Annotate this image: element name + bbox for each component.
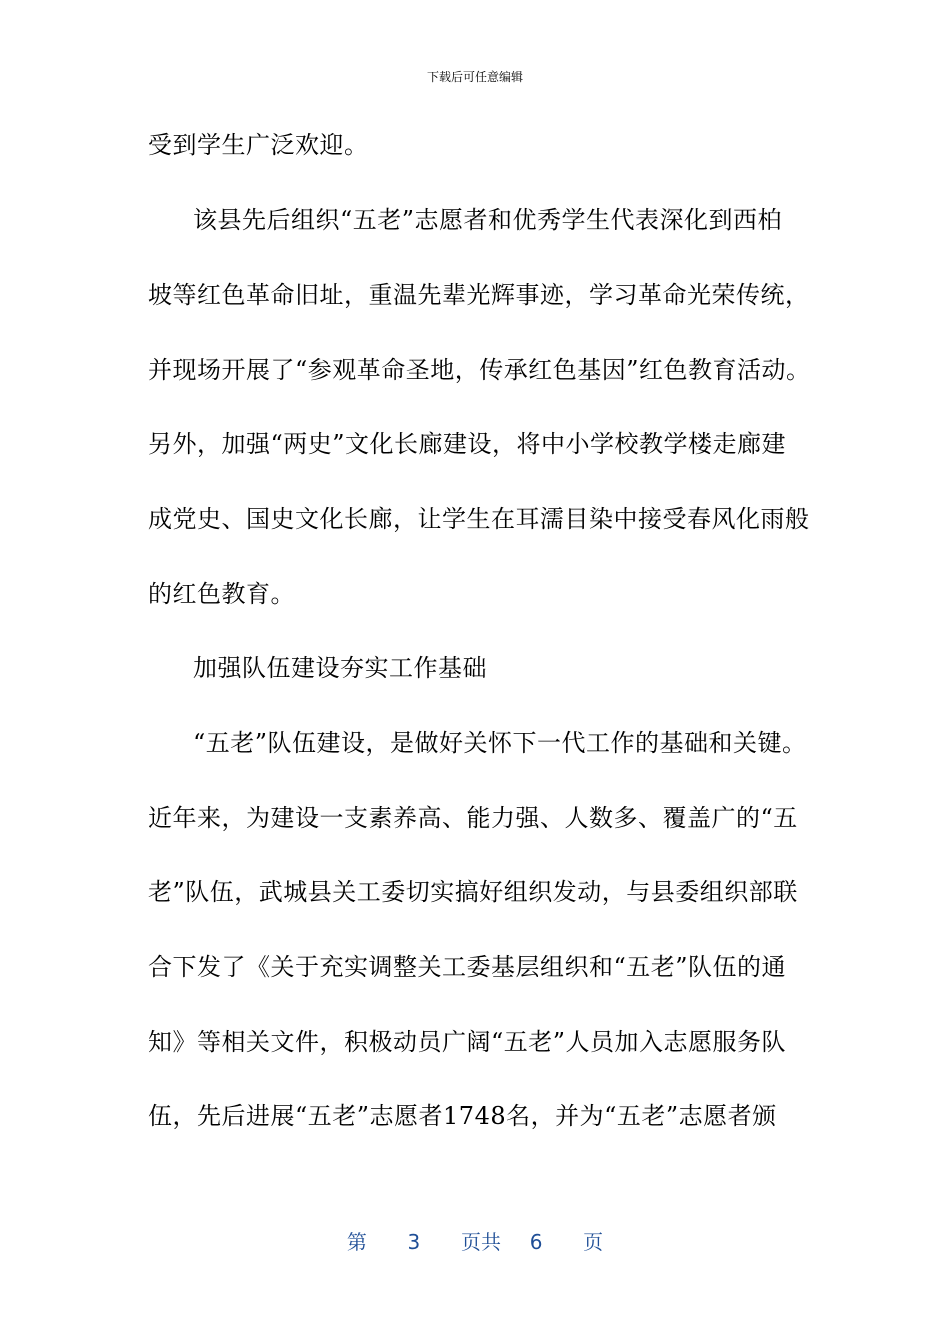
body-line: 伍，先后进展“五老”志愿者1748名，并为“五老”志愿者颁 — [148, 1102, 777, 1130]
body-line: 成党史、国史文化长廊，让学生在耳濡目染中接受春风化雨般 — [148, 505, 810, 533]
body-line: 合下发了《关于充实调整关工委基层组织和“五老”队伍的通 — [148, 953, 787, 981]
page-footer — [0, 1226, 950, 1255]
body-line: 的红色教育。 — [148, 580, 295, 608]
total-pages-number: 6 — [529, 1230, 543, 1254]
body-line: 老”队伍，武城县关工委切实搞好组织发动，与县委组织部联 — [148, 878, 798, 906]
section-heading: 加强队伍建设夯实工作基础 — [193, 654, 487, 682]
body-line: 受到学生广泛欢迎。 — [148, 131, 369, 159]
body-line: “五老”队伍建设，是做好关怀下一代工作的基础和关键。 — [193, 729, 807, 757]
footer-middle: 页共 — [461, 1230, 501, 1254]
page-header-note: 下载后可任意编辑 — [426, 70, 523, 84]
body-line: 该县先后组织“五老”志愿者和优秀学生代表深化到西柏 — [193, 206, 783, 234]
current-page-number: 3 — [407, 1230, 421, 1254]
body-line: 坡等红色革命旧址，重温先辈光辉事迹，学习革命光荣传统， — [148, 281, 810, 309]
footer-prefix: 第 — [346, 1230, 367, 1254]
body-line: 并现场开展了“参观革命圣地，传承红色基因”红色教育活动。 — [148, 356, 811, 384]
footer-suffix: 页 — [583, 1230, 604, 1254]
body-line: 近年来，为建设一支素养高、能力强、人数多、覆盖广的“五 — [148, 804, 798, 832]
body-line: 另外，加强“两史”文化长廊建设，将中小学校教学楼走廊建 — [148, 430, 787, 458]
body-line: 知》等相关文件，积极动员广阔“五老”人员加入志愿服务队 — [148, 1028, 787, 1056]
